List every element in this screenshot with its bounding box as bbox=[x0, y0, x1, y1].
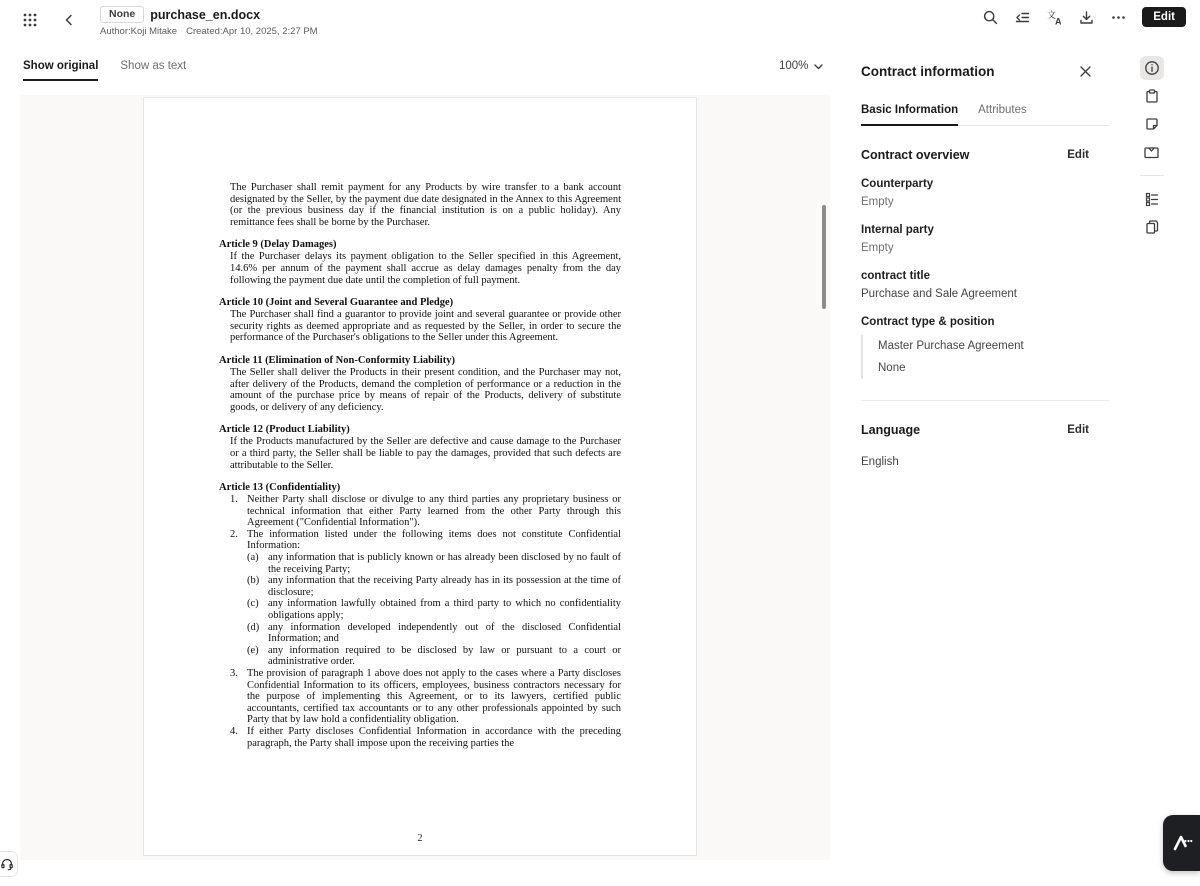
sublist-item bbox=[247, 598, 621, 621]
document-viewer bbox=[20, 95, 830, 860]
mail-rail-button[interactable] bbox=[1140, 140, 1164, 164]
document-header bbox=[100, 6, 318, 37]
note-rail-button[interactable] bbox=[1140, 112, 1164, 136]
download-icon bbox=[1078, 9, 1095, 26]
contract-position-item: None bbox=[878, 362, 906, 374]
sublist-text: any information required to be disclosed by law or pursuant to a court or administrative order. bbox=[268, 644, 621, 668]
sublist-label: (c) bbox=[247, 598, 259, 610]
outdent-settings-button[interactable] bbox=[1010, 6, 1034, 28]
edit-language-link[interactable]: Edit bbox=[1067, 424, 1089, 436]
waffle-icon bbox=[23, 13, 37, 27]
clipboard-rail-button[interactable] bbox=[1140, 84, 1164, 108]
clipboard-icon bbox=[1144, 88, 1160, 104]
page-number: 2 bbox=[417, 833, 423, 844]
tab-attributes[interactable]: Attributes bbox=[978, 104, 1027, 116]
list-number: 3. bbox=[230, 668, 238, 679]
document-page bbox=[143, 97, 697, 856]
tab-show-as-text[interactable]: Show as text bbox=[120, 60, 187, 72]
zoom-level: 100% bbox=[779, 60, 809, 72]
field-counterparty bbox=[861, 178, 1089, 208]
field-label: contract title bbox=[861, 270, 931, 282]
close-panel-button[interactable] bbox=[1076, 62, 1094, 80]
edit-overview-link[interactable]: Edit bbox=[1067, 149, 1089, 161]
status-badge[interactable]: None bbox=[100, 6, 144, 23]
field-value: Empty bbox=[861, 242, 894, 254]
checklist-icon bbox=[1144, 191, 1160, 207]
article-10-heading: Article 10 (Joint and Several Guarantee and Pledge) bbox=[219, 297, 454, 309]
field-label: Contract type & position bbox=[861, 316, 995, 328]
ai-assistant-button[interactable] bbox=[1163, 815, 1200, 871]
article-9-body: If the Purchaser delays its payment obligation to the Seller specified in this Agreement, 14.6% per annum of the payment shall accrue as delay damages penalty from the day following the payment due date until the completion of full payment. bbox=[230, 251, 621, 286]
sublist-label: (a) bbox=[247, 552, 259, 564]
list-number: 2. bbox=[230, 528, 238, 540]
rail-divider bbox=[1140, 175, 1164, 176]
article-11-body: The Seller shall deliver the Products in their present condition, and the Purchaser may not, after delivery of the Products, demand the completion of performance or a reduction in the amount of the purchase price by means of repair of the Products, delivery of substitute goods, or delivery of any deficiency. bbox=[230, 366, 621, 413]
sticky-note-icon bbox=[1144, 116, 1160, 132]
sublist-item bbox=[247, 622, 621, 645]
sublist-text: any information developed independently out of the disclosed Confidential Information; and bbox=[268, 621, 621, 645]
list-item bbox=[230, 668, 621, 726]
viewer-toolbar bbox=[0, 38, 830, 95]
top-bar bbox=[0, 0, 1200, 38]
top-bar-left bbox=[0, 0, 318, 37]
document-created: Created:Apr 10, 2025, 2:27 PM bbox=[186, 26, 318, 37]
more-options-button[interactable] bbox=[1106, 6, 1130, 28]
zoom-control[interactable] bbox=[779, 60, 824, 72]
language-heading: Language bbox=[861, 423, 921, 437]
list-text: The information listed under the following items does not constitute Confidential Information: bbox=[247, 528, 621, 552]
app-grid-button[interactable] bbox=[18, 8, 42, 32]
tab-show-original[interactable]: Show original bbox=[23, 60, 98, 81]
list-text: If either Party discloses Confidential Information in accordance with the preceding paragraph, the Party shall impose upon the receiving parties the bbox=[247, 725, 621, 749]
chevron-left-icon bbox=[62, 13, 76, 27]
viewer-scrollbar[interactable] bbox=[822, 205, 826, 309]
info-icon bbox=[1144, 60, 1160, 76]
article-12-body: If the Products manufactured by the Seller are defective and cause damage to the Purchaser or a third party, the Seller shall be liable to pay the damages, provided that such defects are attributable to the Seller. bbox=[230, 436, 621, 471]
sublist-text: any information that is publicly known or has already been disclosed by no fault of the receiving Party; bbox=[268, 552, 621, 575]
article-9-heading: Article 9 (Delay Damages) bbox=[219, 239, 337, 251]
search-icon bbox=[982, 9, 999, 26]
panel-title: Contract information bbox=[861, 63, 995, 79]
search-button[interactable] bbox=[978, 6, 1002, 28]
close-icon bbox=[1079, 65, 1092, 78]
ellipsis-icon bbox=[1110, 9, 1127, 26]
language-section bbox=[861, 423, 1089, 468]
list-item bbox=[230, 726, 621, 749]
language-value: English bbox=[861, 456, 899, 468]
article-13-list bbox=[230, 494, 621, 749]
svg-text:A: A bbox=[1054, 16, 1062, 26]
document-title: purchase_en.docx bbox=[150, 7, 261, 22]
article-10-body: The Purchaser shall find a guarantor to provide joint and several guarantee or provide other security rights as deemed appropriate and as requested by the Seller, in order to secure the performance of the Purchaser's obligations to the Seller under this Agreement. bbox=[230, 309, 621, 344]
svg-text:文: 文 bbox=[1046, 10, 1056, 21]
copy-rail-button[interactable] bbox=[1140, 215, 1164, 239]
outdent-lines-icon bbox=[1014, 9, 1031, 26]
sublist-item bbox=[247, 552, 621, 575]
paragraph: The Purchaser shall remit payment for any Products by wire transfer to a bank account designated by the Seller, by the payment due date designated in the Annex to this Agreement (or the previous business day if the financial institution is on a public holiday). Any remittance fees shall be borne by the Purchaser. bbox=[230, 182, 621, 228]
back-button[interactable] bbox=[58, 9, 80, 31]
article-11-heading: Article 11 (Elimination of Non-Conformity Liability) bbox=[219, 354, 455, 366]
list-text: Neither Party shall disclose or divulge to any third parties any proprietary business or technical information that either Party learned from the other Party through this Agreement ("Confidential Information"). bbox=[247, 494, 621, 529]
support-button[interactable] bbox=[0, 851, 18, 877]
tab-basic-information[interactable]: Basic Information bbox=[861, 104, 958, 126]
sublist-label: (b) bbox=[247, 575, 260, 587]
panel-tabs bbox=[861, 104, 1109, 126]
field-internal-party bbox=[861, 224, 1089, 254]
document-author: Author:Koji Mitake bbox=[100, 26, 178, 37]
translate-button[interactable] bbox=[1042, 6, 1066, 28]
list-item bbox=[230, 494, 621, 529]
copy-pages-icon bbox=[1144, 219, 1160, 235]
field-value: Purchase and Sale Agreement bbox=[861, 288, 1017, 300]
list-number: 4. bbox=[230, 725, 238, 737]
headset-icon bbox=[0, 857, 14, 871]
contract-overview-heading: Contract overview bbox=[861, 148, 970, 162]
sublist-item bbox=[247, 645, 621, 668]
checklist-rail-button[interactable] bbox=[1140, 187, 1164, 211]
contract-type-list bbox=[861, 335, 1089, 379]
chevron-down-icon bbox=[813, 61, 824, 72]
article-12-heading: Article 12 (Product Liability) bbox=[219, 424, 350, 436]
download-button[interactable] bbox=[1074, 6, 1098, 28]
field-contract-type-position bbox=[861, 316, 1089, 379]
list-item bbox=[230, 529, 621, 552]
contract-type-item: Master Purchase Agreement bbox=[878, 340, 1024, 352]
translate-icon bbox=[1046, 9, 1063, 26]
field-label: Counterparty bbox=[861, 178, 934, 190]
field-value: Empty bbox=[861, 196, 894, 208]
edit-button[interactable]: Edit bbox=[1142, 7, 1186, 27]
view-mode-tabs bbox=[23, 60, 186, 81]
list-text: The provision of paragraph 1 above does not apply to the cases where a Party discloses Confidential Information to its officers, employees, business contractors necessary for the purpose of implementing this Agreement, or to its lawyers, certified public accountants, certified tax accountants or to any other professionals appointed by such Party that by law hold a confidentiality obligation. bbox=[247, 668, 621, 726]
side-icon-rail bbox=[1138, 56, 1165, 239]
list-number: 1. bbox=[230, 494, 238, 506]
info-rail-button[interactable] bbox=[1140, 56, 1164, 80]
sublist-text: any information that the receiving Party already has in its possession at the time of disclosure; bbox=[268, 575, 621, 598]
top-bar-actions bbox=[978, 0, 1200, 28]
document-meta bbox=[100, 26, 318, 37]
sublist-item bbox=[247, 575, 621, 598]
article-13-sublist bbox=[247, 552, 621, 668]
field-contract-title bbox=[861, 270, 1089, 300]
sublist-text: any information lawfully obtained from a third party to which no confidentiality obligations apply; bbox=[268, 598, 621, 622]
sublist-label: (d) bbox=[247, 621, 260, 633]
article-13-heading: Article 13 (Confidentiality) bbox=[219, 482, 341, 494]
envelope-icon bbox=[1143, 145, 1160, 160]
ai-assistant-icon bbox=[1171, 833, 1193, 853]
contract-info-panel bbox=[830, 38, 1130, 886]
section-divider bbox=[861, 400, 1109, 401]
sublist-label: (e) bbox=[247, 644, 259, 656]
field-label: Internal party bbox=[861, 224, 934, 236]
